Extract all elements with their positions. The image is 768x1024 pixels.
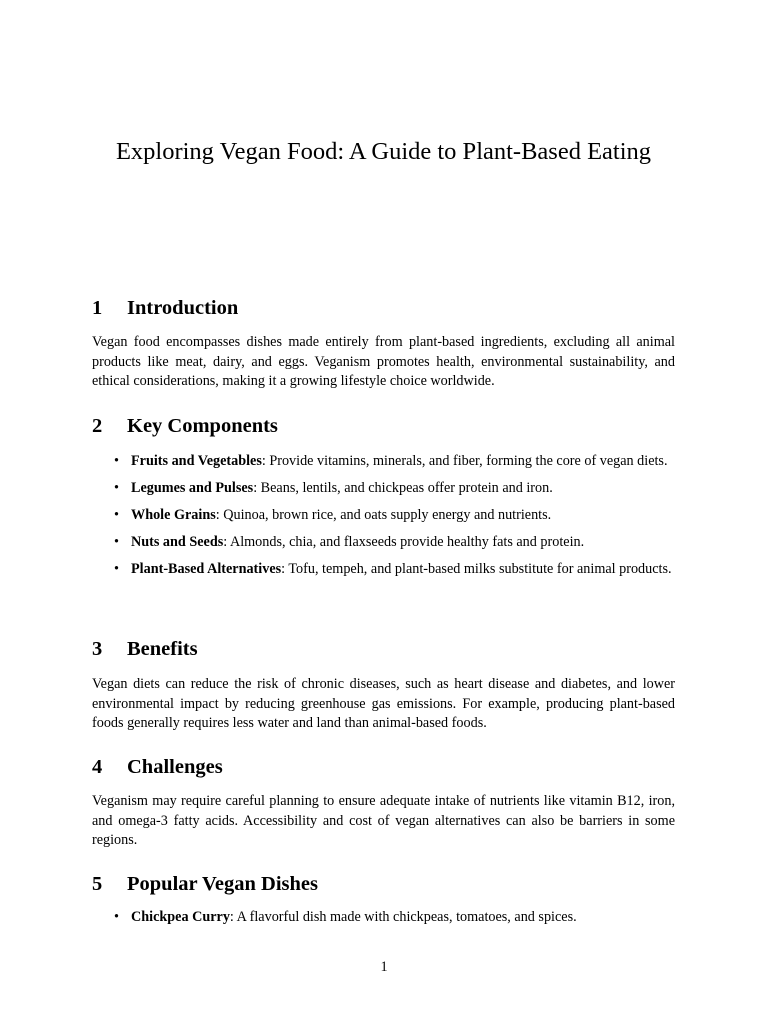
list-item-text: : Quinoa, brown rice, and oats supply energy and nutrients. (215, 507, 552, 523)
bullet-icon: • (114, 534, 119, 550)
bullet-icon: • (114, 507, 119, 523)
benefits-paragraph: Vegan diets can reduce the risk of chronic diseases, such as heart disease and diabetes, and lower environmental impact by reducing greenhouse gas emissions. For example, producing plant-based foods generally requires less water and land than animal-based foods. (92, 676, 675, 731)
list-item-text: : Tofu, tempeh, and plant-based milks substitute for animal products. (281, 561, 672, 577)
list-item (113, 908, 675, 928)
document-title: Exploring Vegan Food: A Guide to Plant-Based Eating (115, 138, 652, 165)
section-number: 4 (92, 756, 103, 778)
list-item-term: Plant-Based Alternatives (131, 561, 282, 577)
section-title: Benefits (127, 638, 198, 660)
key-components-list (113, 452, 675, 587)
section-number: 2 (92, 415, 103, 437)
section-title: Introduction (127, 297, 239, 319)
bullet-icon: • (114, 480, 119, 496)
bullet-icon: • (114, 909, 119, 925)
popular-dishes-list (113, 908, 675, 935)
section-heading-introduction (92, 295, 238, 321)
list-item-text: : A flavorful dish made with chickpeas, tomatoes, and spices. (229, 909, 577, 925)
list-item-text: : Provide vitamins, minerals, and fiber, forming the core of vegan diets. (261, 453, 668, 469)
bullet-icon: • (114, 561, 119, 577)
list-item (113, 479, 675, 499)
section-number: 5 (92, 873, 103, 895)
list-item-term: Legumes and Pulses (131, 480, 254, 496)
list-item-text: : Beans, lentils, and chickpeas offer protein and iron. (253, 480, 553, 496)
list-item-term: Nuts and Seeds (131, 534, 224, 550)
section-title: Popular Vegan Dishes (127, 873, 319, 895)
challenges-paragraph: Veganism may require careful planning to ensure adequate intake of nutrients like vitamin B12, iron, and omega-3 fatty acids. Accessibility and cost of vegan alternatives can also be barriers in some regions. (92, 793, 675, 848)
list-item (113, 506, 675, 526)
section-heading-benefits (92, 636, 198, 662)
list-item (113, 533, 675, 553)
list-item-term: Whole Grains (131, 507, 216, 523)
list-item-term: Chickpea Curry (131, 909, 230, 925)
section-title: Challenges (127, 756, 223, 778)
section-heading-key-components (92, 413, 278, 439)
section-number: 3 (92, 638, 103, 660)
section-title: Key Components (127, 415, 278, 437)
list-item-term: Fruits and Vegetables (131, 453, 262, 469)
introduction-paragraph: Vegan food encompasses dishes made entirely from plant-based ingredients, excluding all animal products like meat, dairy, and eggs. Veganism promotes health, environmental sustainability, and ethical considerations, making it a growing lifestyle choice worldwide. (92, 334, 675, 389)
bullet-icon: • (114, 453, 119, 469)
list-item (113, 560, 675, 580)
page-number: 1 (380, 959, 388, 975)
section-heading-popular-vegan-dishes (92, 871, 318, 897)
section-heading-challenges (92, 754, 223, 780)
list-item (113, 452, 675, 472)
section-number: 1 (92, 297, 103, 319)
list-item-text: : Almonds, chia, and flaxseeds provide healthy fats and protein. (223, 534, 585, 550)
